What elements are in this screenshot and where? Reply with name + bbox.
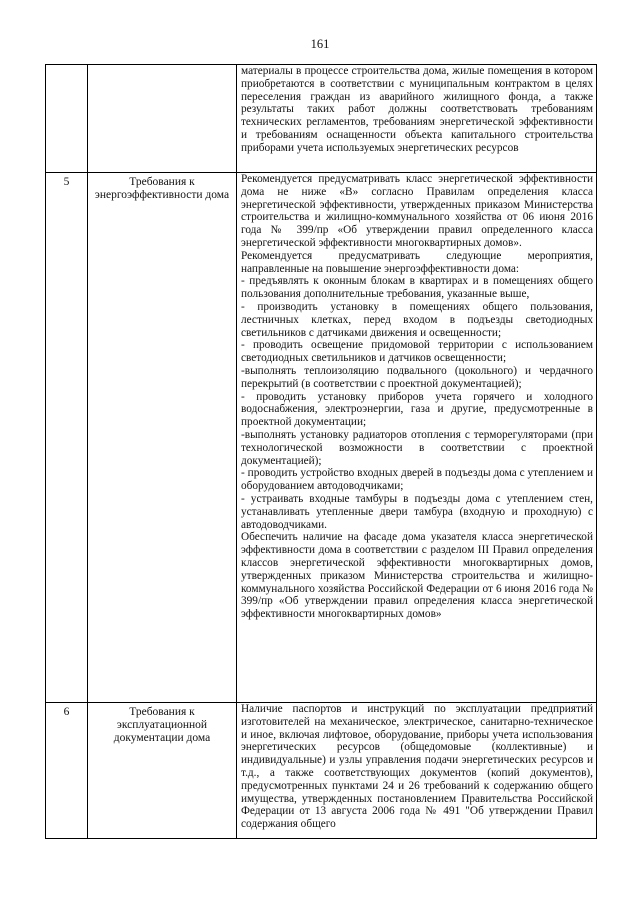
list-item: - проводить устройство входных дверей в подъезды дома с утеплением и оборудованием автодоводчиками; xyxy=(241,467,593,493)
paragraph: материалы в процессе строительства дома, жилые помещения в котором приобретаются в соответствии с муниципальным контрактом в целях переселения граждан из аварийного жилищного фонда, а также результаты таких работ должны соответствовать требованиям технических регламентов, требованиям энергетической эффективности и требованиям оснащенности объекта капитального строительства приборами учета используемых энергетических ресурсов xyxy=(241,65,593,154)
list-item: -выполнять теплоизоляцию подвального (цокольного) и чердачного перекрытий (в соответствии с проектной документацией); xyxy=(241,364,593,390)
row-title: Требования к энергоэффективности дома xyxy=(88,173,237,703)
row-title xyxy=(88,65,237,173)
requirements-table xyxy=(45,64,597,839)
list-item: - производить установку в помещениях общего пользования, лестничных клетках, перед входом в подъезды светодиодных светильников с датчиками движения и освещенности; xyxy=(241,300,593,339)
page-number: 161 xyxy=(310,37,330,51)
row-number: 6 xyxy=(46,703,88,839)
row-body xyxy=(237,173,597,703)
paragraph: Обеспечить наличие на фасаде дома указателя класса энергетической эффективности дома в соответствии с разделом III Правил определения классов энергетической эффективности многоквартирных домов, утвержденных приказом Министерства строительства и жилищно-коммунального хозяйства Российской Федерации от 6 июня 2016 года № 399/пр «Об утверждении правил определения класса энергетической эффективности многоквартирных домов» xyxy=(241,531,593,621)
paragraph: Наличие паспортов и инструкций по эксплуатации предприятий изготовителей на механическое, электрическое, санитарно-техническое и иное, включая лифтовое, оборудование, приборы учета использования энергетических ресурсов (общедомовые (коллективные) и индивидуальные) и узлы управления подачи энергетических ресурсов и т.д., а также соответствующих документов (копий документов), предусмотренных пунктами 24 и 26 требований к содержанию общего имущества, утвержденных постановлением Правительства Российской Федерации от 13 августа 2006 года № 491 "Об утверждении Правил содержания общего xyxy=(241,703,593,831)
paragraph: Рекомендуется предусматривать следующие мероприятия, направленные на повышение энергоэффективности дома: xyxy=(241,249,593,275)
table-row xyxy=(46,65,597,173)
row-number: 5 xyxy=(46,173,88,703)
list-item: - проводить освещение придомовой территории с использованием светодиодных светильников и датчиков освещенности; xyxy=(241,339,593,365)
row-body xyxy=(237,703,597,839)
table-row xyxy=(46,703,597,839)
list-item: - устраивать входные тамбуры в подъезды дома с утеплением стен, устанавливать утепленные двери тамбура (входную и проходную) с автодоводчиками. xyxy=(241,492,593,531)
row-body xyxy=(237,65,597,173)
list-item: -выполнять установку радиаторов отопления с терморегуляторами (при технологической возможности в соответствии с проектной документацией); xyxy=(241,428,593,467)
row-title: Требования к эксплуатационной документации дома xyxy=(88,703,237,839)
list-item: - проводить установку приборов учета горячего и холодного водоснабжения, электроэнергии, газа и другие, предусмотренные в проектной документации; xyxy=(241,390,593,429)
paragraph: Рекомендуется предусматривать класс энергетической эффективности дома не ниже «В» согласно Правилам определения класса энергетической эффективности, утвержденных приказом Министерства строительства и жилищно-коммунального хозяйства от 06 июня 2016 года № 399/пр «Об утверждении правил определенного класса энергетической эффективности многоквартирных домов». xyxy=(241,173,593,249)
table-row xyxy=(46,173,597,703)
list-item: - предъявлять к оконным блокам в квартирах и в помещениях общего пользования дополнительные требования, указанные выше, xyxy=(241,275,593,301)
row-number xyxy=(46,65,88,173)
